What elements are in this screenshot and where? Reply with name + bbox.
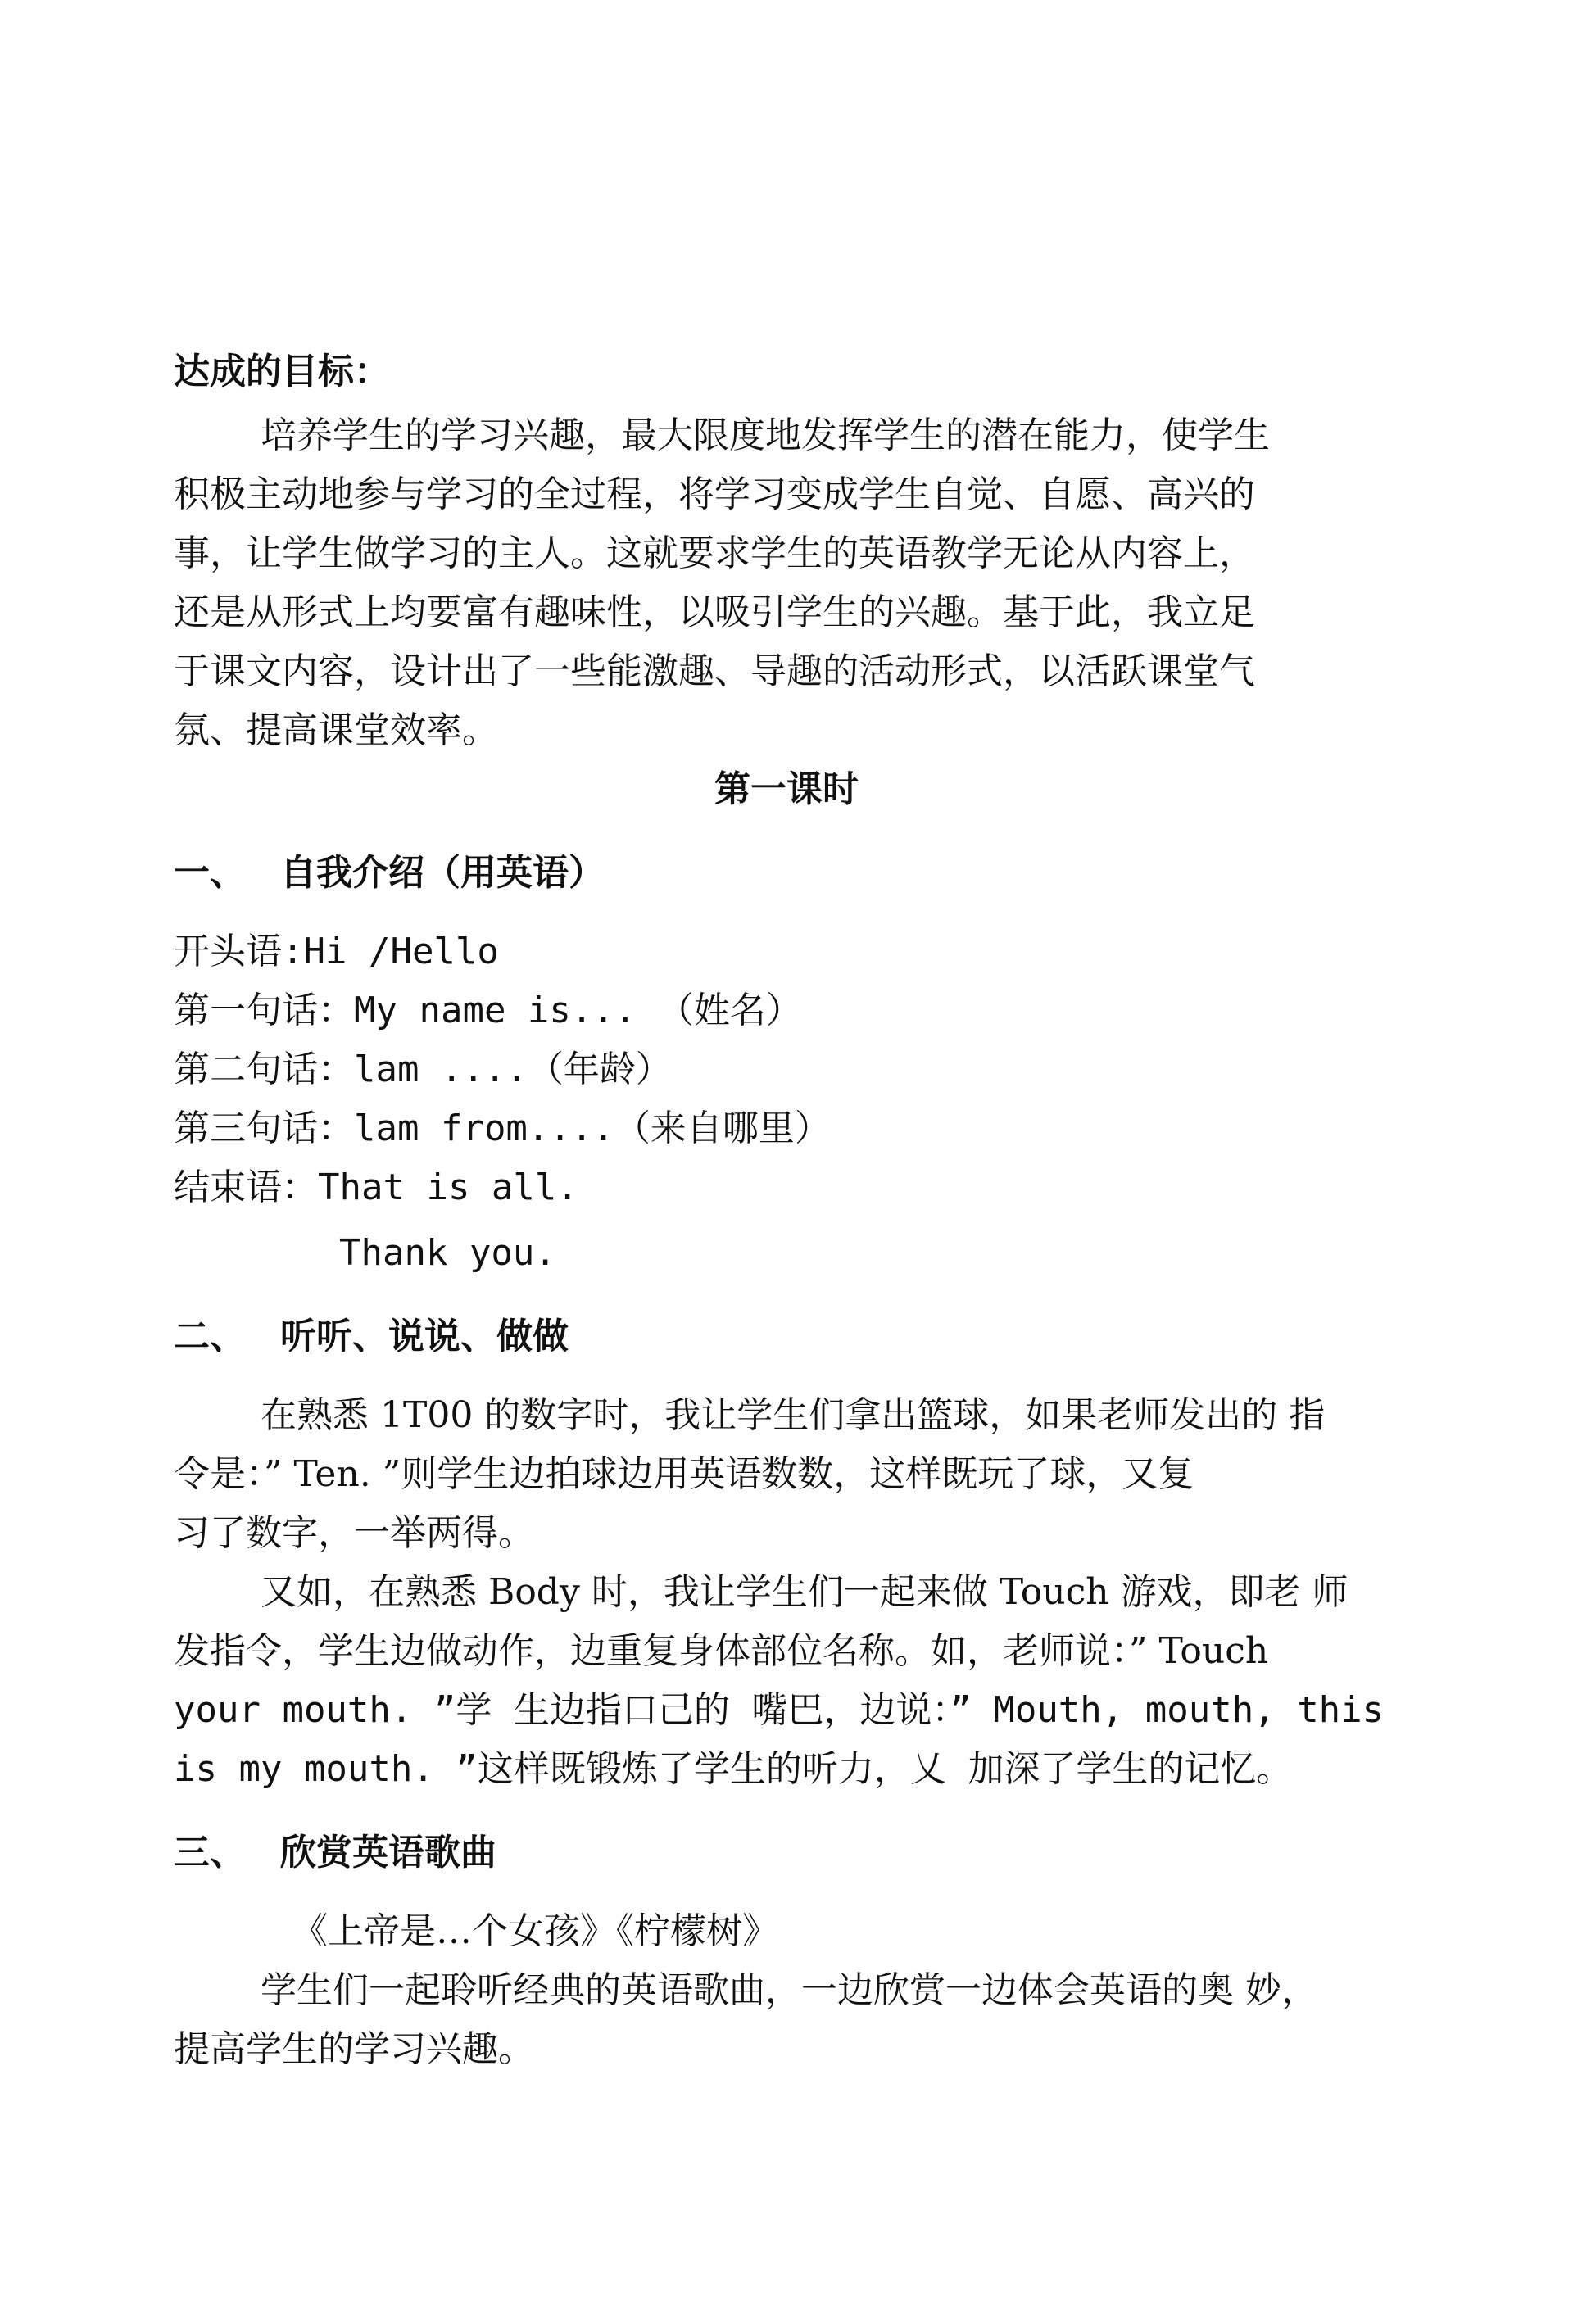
goal-paragraph-line: 于课文内容，设计出了一些能激趣、导趣的活动形式，以活跃课堂气 xyxy=(174,650,1255,692)
intro-line-second: 第二句话：lam ....（年龄） xyxy=(174,1049,672,1090)
goal-title: 达成的目标： xyxy=(174,351,390,392)
section-number-2: 二、 xyxy=(174,1316,246,1357)
section-heading-2 xyxy=(174,1312,1411,1361)
activity-paragraph-line: 习了数字，一举两得。 xyxy=(174,1512,534,1554)
goal-paragraph-line: 积极主动地参与学习的全过程，将学习变成学生自觉、自愿、高兴的 xyxy=(174,473,1255,515)
goal-paragraph-line: 还是从形式上均要富有趣味性，以吸引学生的兴趣。基于此，我立足 xyxy=(174,591,1255,633)
section-title-2: 听听、说说、做做 xyxy=(280,1316,569,1357)
activity-paragraph-line: is my mouth. ”这样既锻炼了学生的听力，乂 加深了学生的记忆。 xyxy=(174,1748,1293,1790)
activity-paragraph-line: 在熟悉 1T00 的数字时，我让学生们拿出篮球，如果老师发出的 指 xyxy=(261,1394,1326,1436)
intro-line-thanks: Thank you. xyxy=(339,1232,556,1274)
section-number-3: 三、 xyxy=(174,1832,246,1873)
activity-paragraph-line: 令是：” Ten. ”则学生边拍球边用英语数数，这样既玩了球，又复 xyxy=(174,1453,1194,1495)
activity-paragraph-line: 发指令，学生边做动作，边重复身体部位名称。如，老师说：” Touch xyxy=(174,1630,1269,1672)
section-heading-3 xyxy=(174,1828,1411,1878)
intro-line-opening: 开头语:Hi /Hello xyxy=(174,931,499,972)
song-paragraph-line: 提高学生的学习兴趣。 xyxy=(174,2028,534,2070)
section-heading-1 xyxy=(174,849,1411,898)
section-number-1: 一、 xyxy=(174,852,246,894)
goal-paragraph-line: 培养学生的学习兴趣，最大限度地发挥学生的潜在能力，使学生 xyxy=(261,415,1270,456)
section-title-3: 欣赏英语歌曲 xyxy=(280,1832,496,1873)
activity-paragraph-line: your mouth. ”学 生边指口己的 嘴巴，边说：” Mouth, mouth, this xyxy=(174,1689,1385,1731)
section-title-1: 自我介绍（用英语） xyxy=(280,852,605,894)
goal-paragraph-line: 事，让学生做学习的主人。这就要求学生的英语教学无论从内容上， xyxy=(174,532,1255,574)
intro-line-closing: 结束语：That is all. xyxy=(174,1167,578,1208)
intro-line-first: 第一句话：My name is... （姓名） xyxy=(174,990,802,1031)
intro-line-third: 第三句话：lam from....（来自哪里） xyxy=(174,1108,831,1149)
goal-paragraph-line: 氛、提高课堂效率。 xyxy=(174,709,498,751)
song-titles: 《上帝是…个女孩》《柠檬树》 xyxy=(292,1910,778,1952)
activity-paragraph-line: 又如，在熟悉 Body 时，我让学生们一起来做 Touch 游戏，即老 师 xyxy=(261,1571,1349,1613)
song-paragraph-line: 学生们一起聆听经典的英语歌曲，一边欣赏一边体会英语的奥 妙， xyxy=(261,1969,1317,2011)
lesson-title: 第一课时 xyxy=(714,768,859,810)
